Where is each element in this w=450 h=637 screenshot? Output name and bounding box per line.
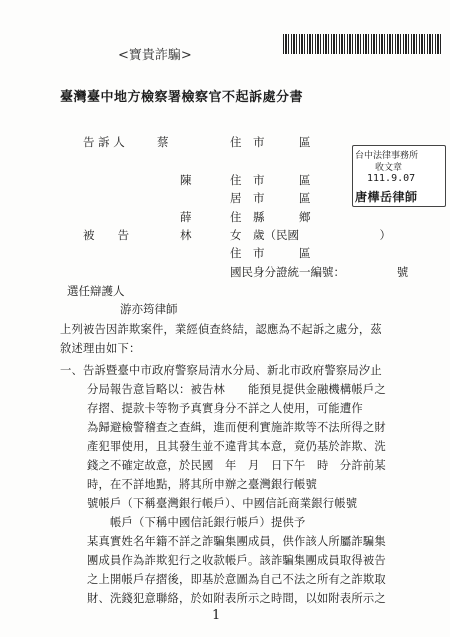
stamp-label: 收文章 — [375, 163, 403, 173]
stamp-date: 111.9.07 — [367, 173, 416, 184]
page-number: 1 — [212, 608, 221, 623]
complainant3-name: 薛 — [180, 210, 192, 224]
body-line: 存摺、提款卡等物予真實身分不詳之人使用，可能遭作 — [87, 402, 363, 415]
counsel-name: 游亦筠律師 — [120, 302, 178, 316]
body-line: 財、洗錢犯意聯絡，於如附表所示之時間，以如附表所示之 — [87, 592, 386, 605]
complainant2-residence: 居 市 區 — [230, 191, 311, 205]
body-line: 一、告訴暨臺中市政府警察局清水分局、新北市政府警察局汐止 — [60, 364, 382, 377]
body-line: 為歸避檢警稽查之查緝，進而便利實施詐欺等不法所得之財 — [87, 421, 386, 434]
body-line: 號帳戶（下稱臺灣銀行帳戶）、中國信託商業銀行帳號 — [87, 497, 358, 510]
body-line: 某真實姓名年籍不詳之詐騙集團成員，供作該人所屬詐騙集 — [87, 535, 386, 548]
defendant-address: 住 市 區 — [230, 246, 311, 260]
document-title: 臺灣臺中地方檢察署檢察官不起訴處分書 — [60, 90, 304, 105]
complainant-role: 告 訴 人 — [83, 135, 125, 149]
body-line: 敘述理由如下： — [60, 342, 141, 355]
counsel-role: 選任辯護人 — [67, 284, 125, 298]
body-line: 上列被告因詐欺案件，業經偵查終結，認應為不起訴之處分，茲 — [60, 323, 382, 336]
complainant3-address: 住 縣 鄉 — [230, 210, 311, 224]
complainant1-address: 住 市 區 — [230, 135, 311, 149]
handwritten-note: <寶貴詐騙> — [118, 48, 192, 63]
body-line: 團成員作為詐欺犯行之收款帳戶。該詐騙集團成員取得被告 — [87, 554, 386, 567]
received-stamp — [352, 145, 446, 207]
complainant2-address: 住 市 區 — [230, 173, 311, 187]
stamp-firm: 台中法律事務所 — [355, 151, 419, 161]
defendant-info: 女 歲（民國 ） — [230, 228, 391, 242]
body-line: 分局報告意旨略以：被告林 能預見提供金融機構帳戶之 — [87, 383, 386, 396]
body-line: 時，在不詳地點，將其所申辦之臺灣銀行帳號 — [87, 478, 317, 491]
complainant1-name: 蔡 — [157, 135, 169, 149]
body-line: 帳戶（下稱中國信託銀行帳戶）提供予 — [87, 516, 306, 529]
body-line: 之上開帳戶存摺後，即基於意圖為自己不法之所有之詐欺取 — [87, 573, 386, 586]
defendant-name: 林 — [180, 228, 192, 242]
body-line: 錢之不確定故意，於民國 年 月 日下午 時 分許前某 — [87, 459, 386, 472]
stamp-name: 唐樺岳律師 — [355, 190, 418, 204]
defendant-role: 被 告 — [83, 228, 129, 242]
complainant2-name: 陳 — [180, 173, 192, 187]
body-line: 產犯罪使用，且其發生並不違背其本意，竟仍基於詐欺、洗 — [87, 440, 386, 453]
barcode — [283, 34, 443, 54]
defendant-id: 國民身分證統一編號： 號 — [230, 265, 409, 279]
